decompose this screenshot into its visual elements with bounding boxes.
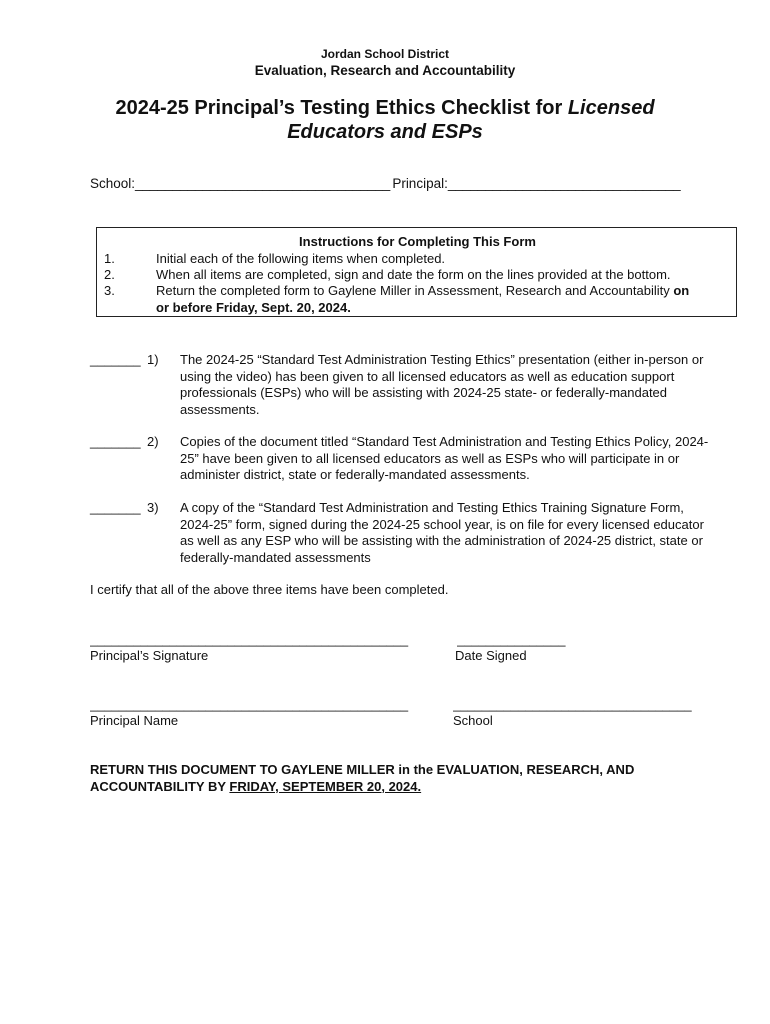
title-italic-1: Licensed <box>567 97 655 119</box>
principal-name-label: Principal Name <box>90 713 179 728</box>
instructions-box <box>96 227 737 317</box>
initial-blank[interactable]: _______ <box>90 500 141 515</box>
page-title <box>0 96 770 144</box>
office-name: Evaluation, Research and Accountability <box>254 63 516 78</box>
instruction-item <box>104 267 671 282</box>
instruction-text <box>156 283 689 298</box>
instruction-item <box>104 251 446 266</box>
school-label: School: <box>90 176 136 191</box>
school-field[interactable]: __________________________________ <box>135 176 391 191</box>
item-text: A copy of the “Standard Test Administration and Testing Ethics Training Signature Form, 2024-25” form, signed during the 2024-25 school year, is on file for every licensed educator as well as any ESP who will be assisting with the administration of 2024-25 district, state or federally-mandated assessments <box>180 500 704 565</box>
item-number: 2) <box>147 434 159 449</box>
principal-signature-label: Principal’s Signature <box>90 648 209 663</box>
school-label: School <box>453 713 493 728</box>
date-signed-label: Date Signed <box>455 648 527 663</box>
item-text: Copies of the document titled “Standard Test Administration and Testing Ethics Policy, 2024-25” have been given to all licensed educators as well as ESPs who will participate in or administer district, state or federally-mandated assessments. <box>180 434 709 482</box>
principal-signature-line[interactable]: ____________________________________________ <box>90 632 409 647</box>
item-number: 3) <box>147 500 159 515</box>
instruction-text: Initial each of the following items when completed. <box>156 251 446 266</box>
principal-name-line[interactable]: ____________________________________________ <box>90 697 409 712</box>
instruction-number: 2. <box>104 267 115 282</box>
item-text: The 2024-25 “Standard Test Administration Testing Ethics” presentation (either in-person or using the video) has been given to all licensed educators as well as education support professionals (ESPs) who will be assisting with 2024-25 state- or federally-mandated assessments. <box>180 352 704 417</box>
header-fields <box>90 176 681 191</box>
return-date: FRIDAY, SEPTEMBER 20, 2024. <box>229 778 422 794</box>
title-plain: 2024-25 Principal’s Testing Ethics Checklist for <box>115 97 568 119</box>
instruction-number: 1. <box>104 251 115 266</box>
district-name: Jordan School District <box>320 47 450 61</box>
date-signed-line[interactable]: _______________ <box>457 632 566 647</box>
principal-field[interactable]: _______________________________ <box>447 176 681 191</box>
initial-blank[interactable]: _______ <box>90 434 141 449</box>
instruction-continuation: or before Friday, Sept. 20, 2024. <box>156 300 351 315</box>
instruction-text-main: Return the completed form to Gaylene Miller in Assessment, Research and Accountability <box>156 283 674 298</box>
instruction-item <box>104 283 690 298</box>
instruction-number: 3. <box>104 283 115 298</box>
return-text: RETURN THIS DOCUMENT TO GAYLENE MILLER in the EVALUATION, RESEARCH, AND ACCOUNTABILITY BY <box>90 762 635 794</box>
return-instructions <box>90 762 710 795</box>
certification-statement: I certify that all of the above three items have been completed. <box>90 582 449 597</box>
initial-blank[interactable]: _______ <box>90 352 141 367</box>
item-number: 1) <box>147 352 159 367</box>
title-italic-2: Educators and ESPs <box>287 121 483 143</box>
school-line[interactable]: _________________________________ <box>453 697 692 712</box>
instruction-text: When all items are completed, sign and date the form on the lines provided at the bottom. <box>156 267 671 282</box>
instructions-title: Instructions for Completing This Form <box>299 234 536 249</box>
instruction-text-bold: on <box>673 283 690 298</box>
principal-label: Principal: <box>392 176 448 191</box>
